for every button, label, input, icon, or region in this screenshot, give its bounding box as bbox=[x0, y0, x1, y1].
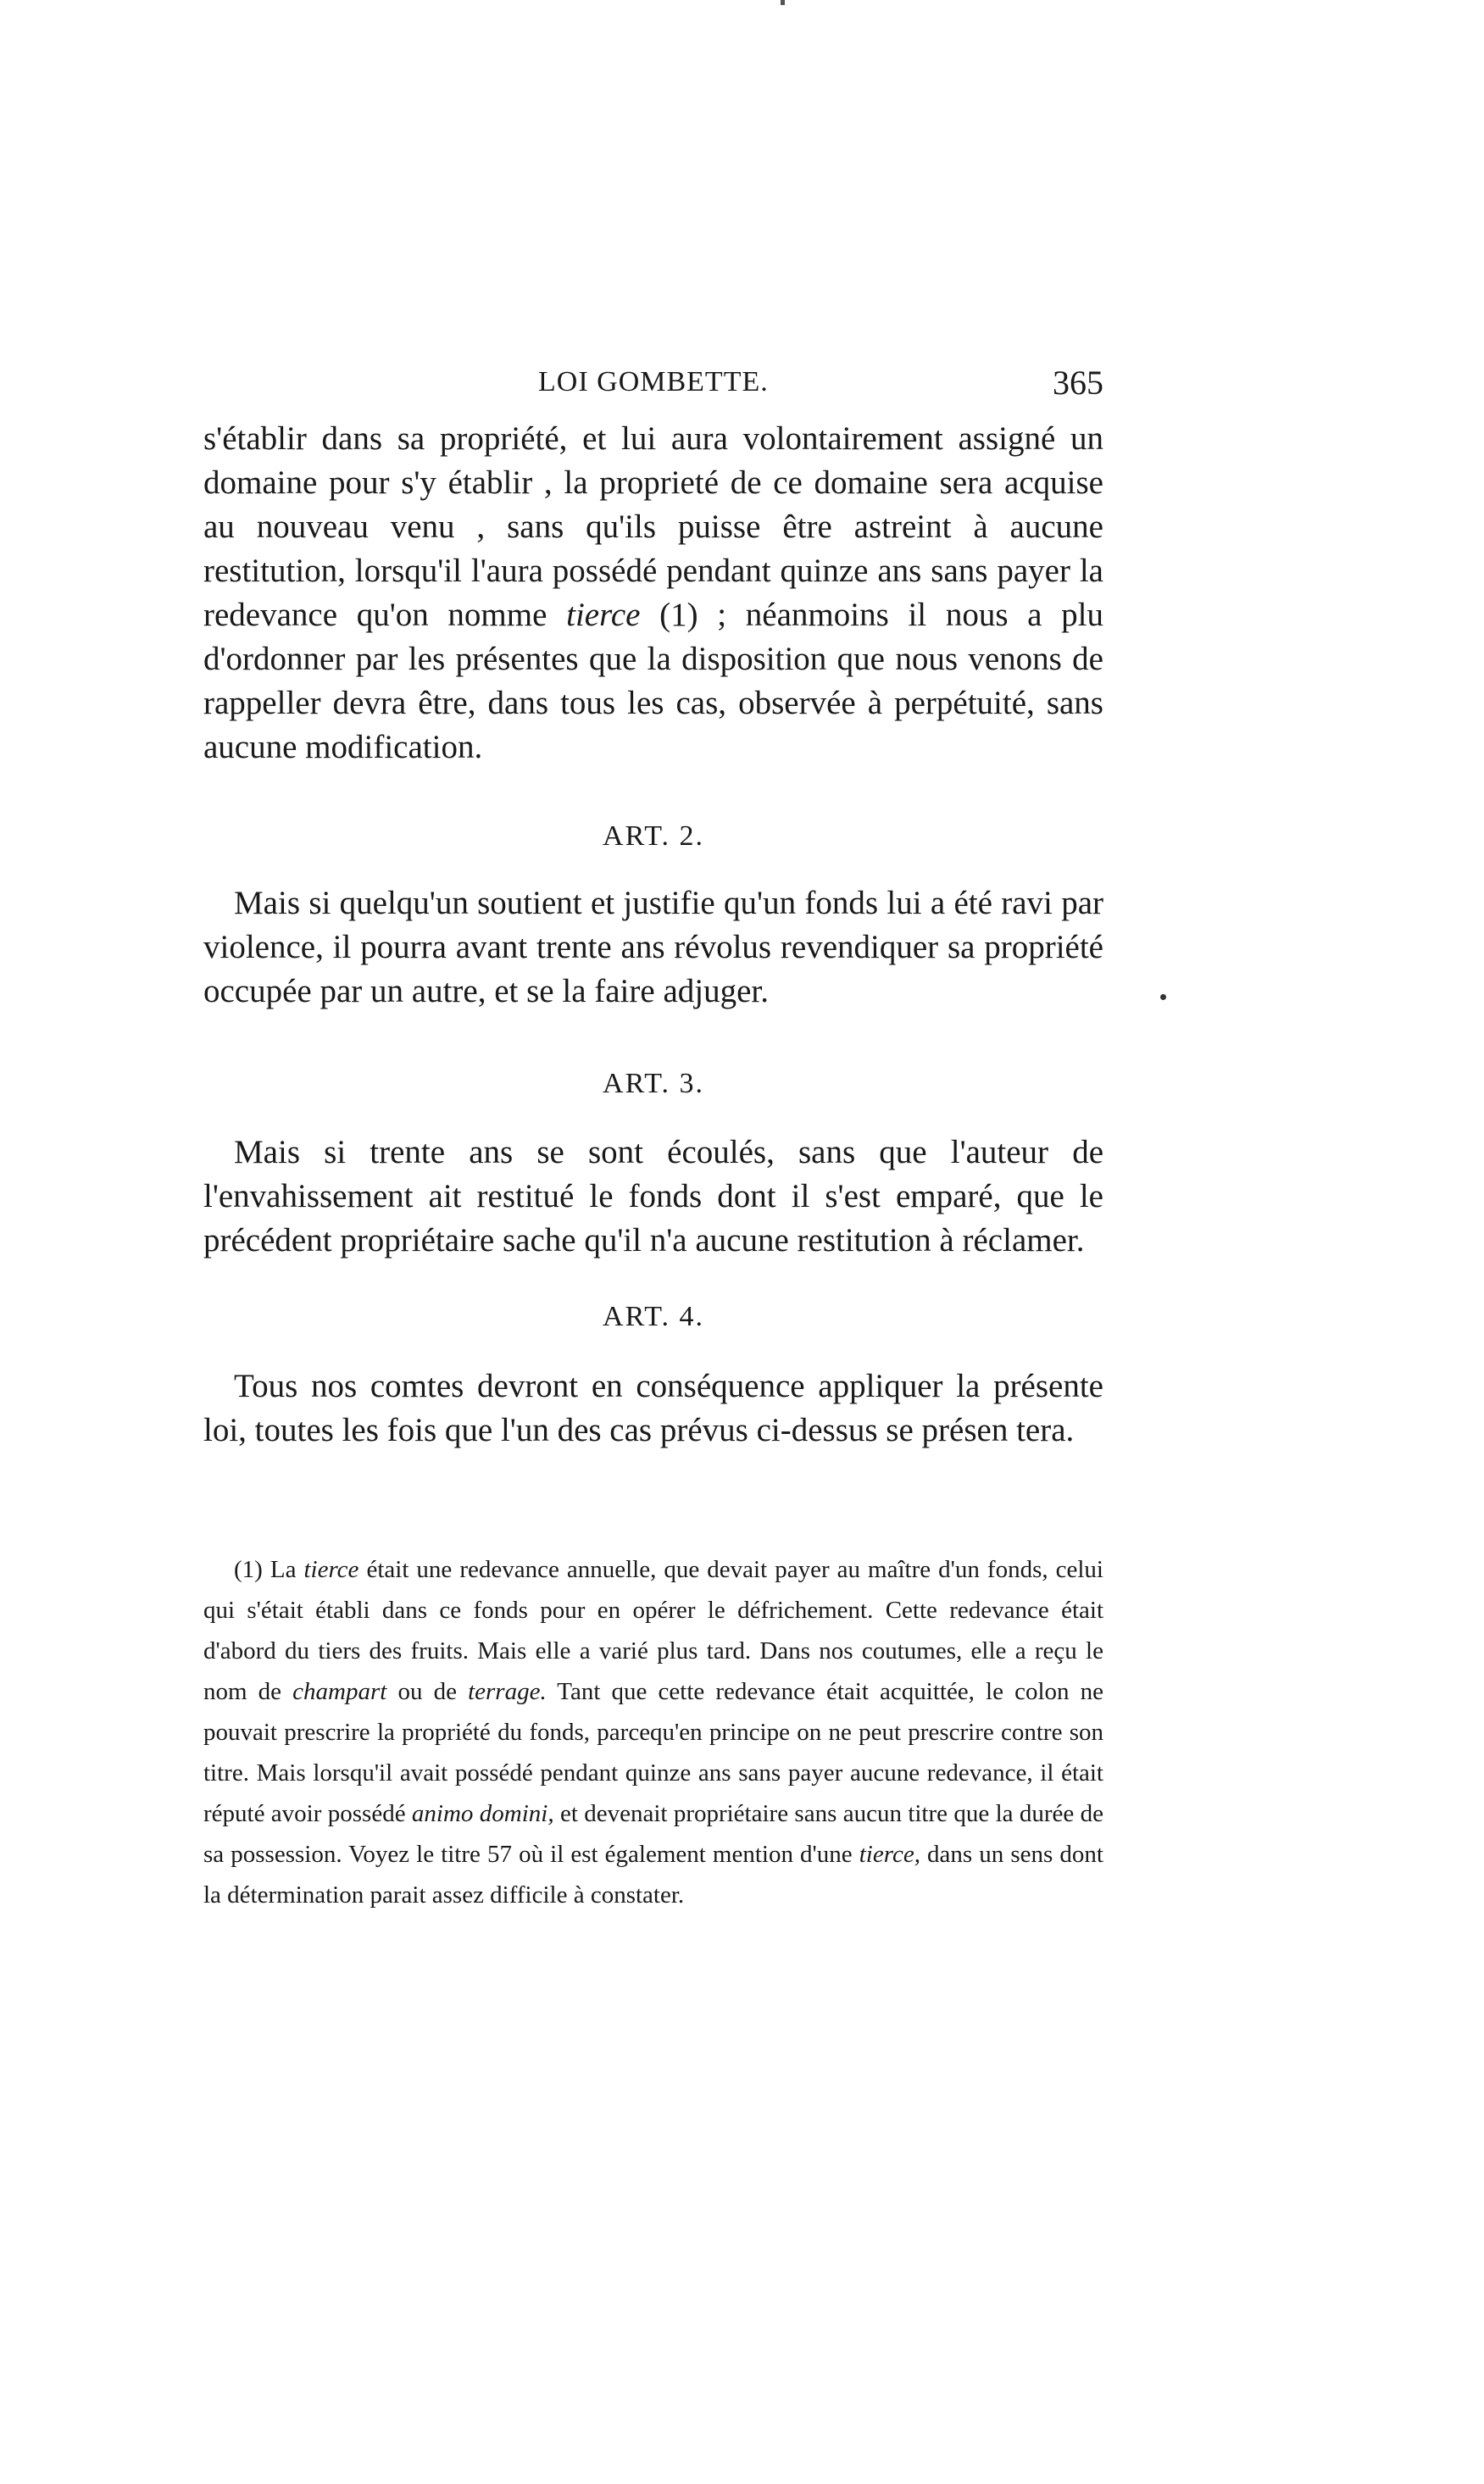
footnote-text-1: était une redevance annuelle, que devait payer au maître d'un fonds, celui qui s'était établi dans ce fonds pour en opérer le défrichement. Cette redevance était d'abord du tiers des fruits. Mais elle a varié plus tard. Dans nos coutumes, elle a reçu le nom de bbox=[203, 1556, 1103, 1705]
paragraph-1-text-a: s'établir dans sa propriété, et lui aura volontairement assigné un domaine pour s'y établir , la proprieté de ce domaine sera acquise au nouveau venu , sans qu'ils puisse être astreint à aucune restitution, lorsqu'il l'aura possédé pendant quinze ans sans payer la redevance qu'on nomme bbox=[203, 420, 1103, 633]
footnote-term-tierce: tierce bbox=[303, 1556, 359, 1583]
article-2-text: Mais si quelqu'un soutient et justifie qu'un fonds lui a été ravi par violence, il pourra avant trente ans révolus revendiquer sa propriété occupée par un autre, et se la faire adjuger. bbox=[203, 885, 1103, 1009]
article-2-body bbox=[203, 881, 1103, 1014]
footnote bbox=[203, 1549, 1103, 1915]
running-title: LOI GOMBETTE. bbox=[538, 366, 769, 397]
footnote-term-terrage: terrage. bbox=[468, 1678, 547, 1705]
page-number: 365 bbox=[1053, 364, 1103, 402]
footnote-text-4: et devenait propriétaire sans aucun titre que la durée de sa possession. Voyez le titre 57 où il est également mention d'une bbox=[203, 1800, 1104, 1868]
paragraph-1-term: tierce bbox=[566, 597, 641, 633]
footnote-text-2: ou de bbox=[386, 1678, 469, 1705]
page-header bbox=[203, 363, 1103, 410]
paragraph-1 bbox=[203, 417, 1103, 770]
article-4-body bbox=[203, 1364, 1103, 1453]
footnote-term-champart: champart bbox=[292, 1678, 387, 1705]
scan-artifact-dot bbox=[1160, 994, 1166, 1000]
footnote-text-5: dans un sens dont la détermination parait assez difficile à constater. bbox=[203, 1841, 1103, 1909]
article-3-text: Mais si trente ans se sont écoulés, sans que l'auteur de l'envahissement ait restitué le fonds dont il s'est emparé, que le précédent propriétaire sache qu'il n'a aucune restitution à réclamer. bbox=[203, 1134, 1103, 1259]
footnote-term-tierce-2: tierce, bbox=[859, 1841, 920, 1868]
paragraph-1-text-b: (1) ; néanmoins il nous a plu d'ordonner par les présentes que la disposition que nous venons de rappeller devra être, dans tous les cas, observée à perpétuité, sans aucune modification. bbox=[203, 597, 1104, 765]
scan-artifact bbox=[781, 0, 785, 5]
article-3-heading: ART. 3. bbox=[603, 1068, 704, 1099]
footnote-text-3: Tant que cette redevance était acquittée, le colon ne pouvait prescrire la propriété du fonds, parcequ'en principe on ne peut prescrire contre son titre. Mais lorsqu'il avait possédé pendant quinze ans sans payer aucune redevance, il était réputé avoir possédé bbox=[203, 1678, 1104, 1827]
article-3-body bbox=[203, 1131, 1103, 1263]
article-4-text: Tous nos comtes devront en conséquence appliquer la présente loi, toutes les fois que l'un des cas prévus ci-dessus se présen tera. bbox=[203, 1368, 1103, 1448]
footnote-term-animo-domini: animo domini, bbox=[411, 1800, 554, 1827]
article-2-heading: ART. 2. bbox=[603, 820, 704, 852]
article-4-heading: ART. 4. bbox=[603, 1301, 704, 1332]
footnote-marker: (1) La bbox=[234, 1556, 304, 1583]
